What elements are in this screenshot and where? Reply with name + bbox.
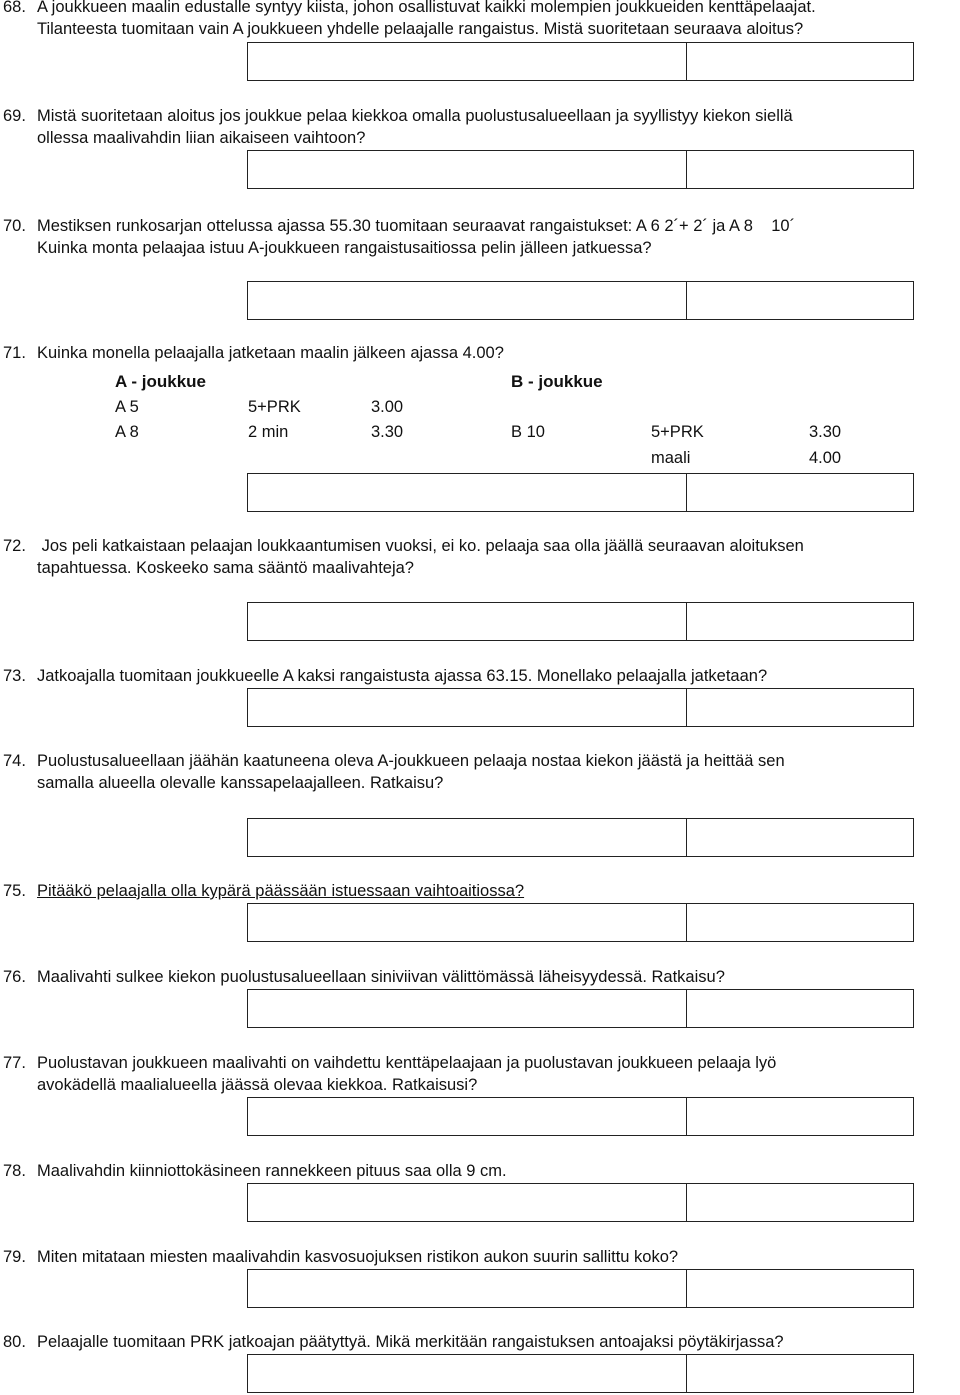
question-text: Puolustusalueellaan jäähän kaatuneena oleva A-joukkueen pelaaja nostaa kiekon jäästä ja heittää sen samalla alueella olevalle kanssapelaajalleen. Ratkaisu?: [37, 752, 785, 792]
team-a-header: A - joukkue: [115, 372, 206, 391]
box-divider: [686, 689, 687, 726]
question-number: 76.: [3, 968, 26, 986]
answer-box-68[interactable]: [247, 42, 914, 81]
answer-box-80[interactable]: [247, 1354, 914, 1393]
box-divider: [686, 603, 687, 640]
table-cell: 5+PRK: [651, 423, 704, 441]
question-number: 77.: [3, 1054, 26, 1072]
box-divider: [686, 43, 687, 80]
table-cell: 5+PRK: [248, 398, 301, 416]
question-number: 68.: [3, 0, 26, 16]
question-text: Maalivahdin kiinniottokäsineen rannekkeen pituus saa olla 9 cm.: [37, 1162, 507, 1180]
question-number: 80.: [3, 1333, 26, 1351]
answer-box-79[interactable]: [247, 1269, 914, 1308]
question-number: 78.: [3, 1162, 26, 1180]
box-divider: [686, 1270, 687, 1307]
question-text: Mestiksen runkosarjan ottelussa ajassa 55.30 tuomitaan seuraavat rangaistukset: A 6 2´+ 2´ ja A 8 10´ Kuinka monta pelaajaa istuu A-joukkueen rangaistusaitiossa pelin jälleen jatkuessa?: [37, 217, 796, 257]
box-divider: [686, 1184, 687, 1221]
question-text: Maalivahti sulkee kiekon puolustusalueellaan siniviivan välittömässä läheisyydessä. Ratkaisu?: [37, 968, 725, 986]
answer-box-73[interactable]: [247, 688, 914, 727]
question-text: Pelaajalle tuomitaan PRK jatkoajan päätyttyä. Mikä merkitään rangaistuksen antoajaksi pöytäkirjassa?: [37, 1333, 784, 1351]
box-divider: [686, 990, 687, 1027]
table-cell: A 5: [115, 398, 139, 416]
table-cell: 4.00: [809, 449, 842, 467]
question-number: 72.: [3, 537, 26, 555]
answer-box-78[interactable]: [247, 1183, 914, 1222]
table-cell: 3.30: [371, 423, 404, 441]
question-text: Jatkoajalla tuomitaan joukkueelle A kaksi rangaistusta ajassa 63.15. Monellako pelaajalla jatketaan?: [37, 667, 768, 685]
box-divider: [686, 282, 687, 319]
table-cell: 2 min: [248, 423, 289, 441]
table-cell: B 10: [511, 423, 545, 441]
question-number: 79.: [3, 1248, 26, 1266]
answer-box-70[interactable]: [247, 281, 914, 320]
box-divider: [686, 1355, 687, 1392]
box-divider: [686, 1098, 687, 1135]
table-cell: 3.30: [809, 423, 842, 441]
answer-box-72[interactable]: [247, 602, 914, 641]
answer-box-69[interactable]: [247, 150, 914, 189]
answer-box-75[interactable]: [247, 903, 914, 942]
question-text: Miten mitataan miesten maalivahdin kasvosuojuksen ristikon aukon suurin sallittu koko?: [37, 1248, 679, 1266]
answer-box-76[interactable]: [247, 989, 914, 1028]
answer-box-71[interactable]: [247, 473, 914, 512]
box-divider: [686, 819, 687, 856]
question-text: A joukkueen maalin edustalle syntyy kiista, johon osallistuvat kaikki molempien joukkueiden kenttäpelaajat. Tilanteesta tuomitaan vain A joukkueen yhdelle pelaajalle rangaistus. Mistä suoritetaan seuraava aloitus?: [37, 0, 816, 38]
box-divider: [686, 151, 687, 188]
question-text: Jos peli katkaistaan pelaajan loukkaantumisen vuoksi, ei ko. pelaaja saa olla jäällä seuraavan aloituksen tapahtuessa. Koskeeko sama sääntö maalivahteja?: [37, 537, 804, 577]
question-number: 74.: [3, 752, 26, 770]
answer-box-74[interactable]: [247, 818, 914, 857]
question-text: Puolustavan joukkueen maalivahti on vaihdettu kenttäpelaajaan ja puolustavan joukkueen pelaaja lyö avokädellä maalialueella jäässä olevaa kiekkoa. Ratkaisusi?: [37, 1054, 777, 1094]
box-divider: [686, 904, 687, 941]
question-number: 75.: [3, 882, 26, 900]
table-cell: maali: [651, 449, 691, 467]
question-number: 69.: [3, 107, 26, 125]
question-text: Pitääkö pelaajalla olla kypärä päässään istuessaan vaihtoaitiossa?: [37, 882, 525, 900]
table-cell: 3.00: [371, 398, 404, 416]
box-divider: [686, 474, 687, 511]
answer-box-77[interactable]: [247, 1097, 914, 1136]
team-b-header: B - joukkue: [511, 372, 603, 391]
question-number: 71.: [3, 344, 26, 362]
question-text: Kuinka monella pelaajalla jatketaan maalin jälkeen ajassa 4.00?: [37, 344, 504, 362]
question-text: Mistä suoritetaan aloitus jos joukkue pelaa kiekkoa omalla puolustusalueellaan ja syyllistyy kiekon siellä ollessa maalivahdin liian aikaiseen vaihtoon?: [37, 107, 793, 147]
question-number: 70.: [3, 217, 26, 235]
table-cell: A 8: [115, 423, 139, 441]
question-number: 73.: [3, 667, 26, 685]
